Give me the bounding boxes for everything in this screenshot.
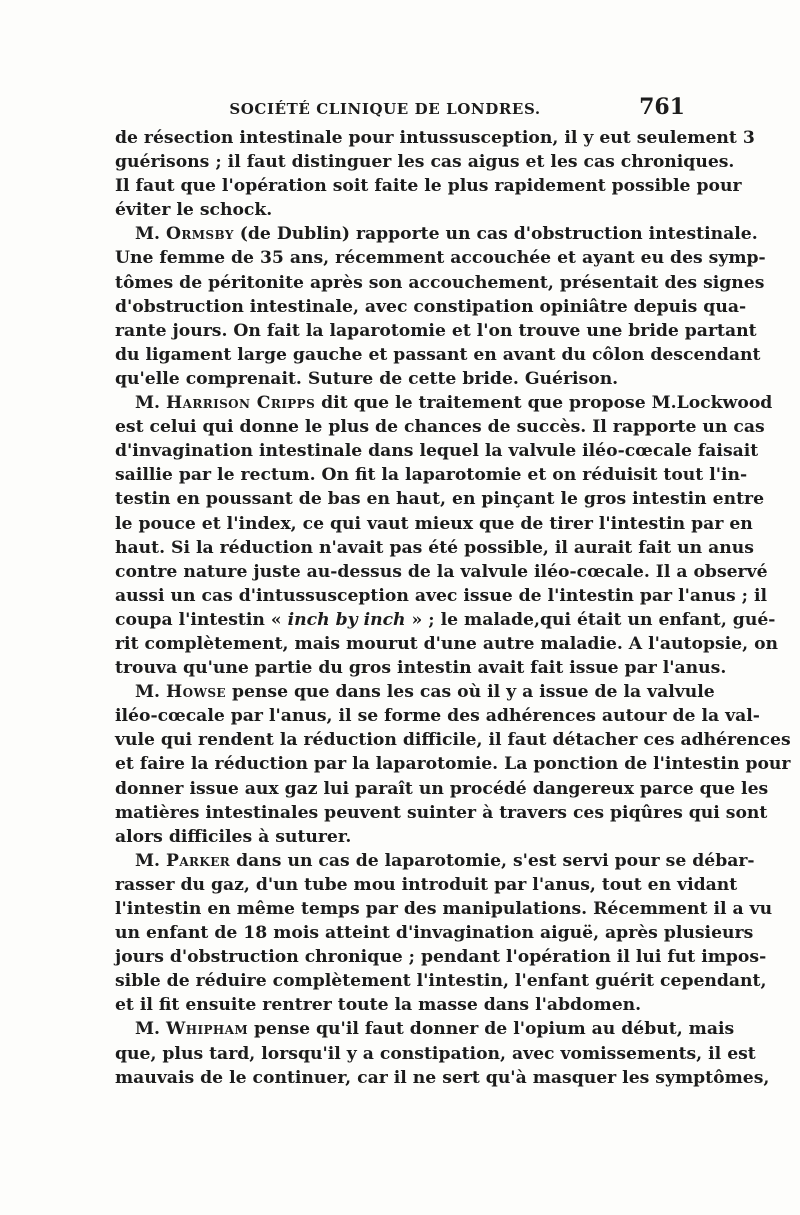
text-line: tômes de péritonite après son accouchement, présentait des signes bbox=[115, 272, 765, 293]
text-line: sible de réduire complètement l'intestin, l'enfant guérit cependant, bbox=[115, 971, 767, 992]
text-span: M. bbox=[135, 850, 166, 871]
text-line: rit complètement, mais mourut d'une autre maladie. A l'autopsie, on bbox=[115, 633, 779, 654]
text-line: qu'elle comprenait. Suture de cette bride. Guérison. bbox=[115, 368, 619, 389]
text-line: de résection intestinale pour intussusception, il y eut seulement 3 bbox=[115, 128, 755, 148]
text-line: aussi un cas d'intussusception avec issue de l'intestin par l'anus ; il bbox=[115, 585, 768, 606]
speaker-name: Parker bbox=[166, 850, 231, 871]
text-line: jours d'obstruction chronique ; pendant l'opération il lui fut impos- bbox=[115, 947, 767, 968]
text-span: dit que le traitement que propose M.Lockwood bbox=[315, 393, 773, 414]
text-line: vule qui rendent la réduction difficile, il faut détacher ces adhérences bbox=[115, 730, 791, 751]
text-line: d'obstruction intestinale, avec constipation opiniâtre depuis qua- bbox=[115, 296, 747, 317]
text-line: Il faut que l'opération soit faite le plus rapidement possible pour bbox=[115, 176, 742, 197]
text-span: (de Dublin) rapporte un cas d'obstruction intestinale. bbox=[233, 224, 758, 245]
paragraph-whipham bbox=[115, 1017, 735, 1041]
text-line: saillie par le rectum. On fit la laparotomie et on réduisit tout l'in- bbox=[115, 465, 748, 486]
text-line: Une femme de 35 ans, récemment accouchée et ayant eu des symp- bbox=[115, 248, 766, 269]
paragraph-howse bbox=[115, 680, 715, 704]
text-line: du ligament large gauche et passant en avant du côlon descendant bbox=[115, 344, 761, 365]
paragraph-parker bbox=[115, 849, 755, 873]
text-span: pense que dans les cas où il y a issue de la valvule bbox=[225, 682, 715, 703]
text-line: que, plus tard, lorsqu'il y a constipation, avec vomissements, il est bbox=[115, 1043, 756, 1064]
speaker-name: Ormsby bbox=[166, 224, 234, 245]
text-line: donner issue aux gaz lui paraît un procédé dangereux parce que les bbox=[115, 778, 769, 799]
text-span: M. bbox=[135, 393, 166, 414]
text-line bbox=[115, 608, 776, 632]
text-line: d'invagination intestinale dans lequel la valvule iléo-cœcale faisait bbox=[115, 441, 759, 462]
text-span: » ; le malade,qui était un enfant, gué- bbox=[405, 609, 776, 630]
text-line: le pouce et l'index, ce qui vaut mieux que de tirer l'intestin par en bbox=[115, 513, 753, 534]
text-span: M. bbox=[135, 224, 166, 245]
text-line: alors difficiles à suturer. bbox=[115, 826, 352, 847]
text-line: trouva qu'une partie du gros intestin avait fait issue par l'anus. bbox=[115, 658, 727, 679]
paragraph-cripps bbox=[115, 391, 773, 415]
text-line: un enfant de 18 mois atteint d'invagination aiguë, après plusieurs bbox=[115, 923, 754, 944]
text-line: iléo-cœcale par l'anus, il se forme des adhérences autour de la val- bbox=[115, 706, 760, 727]
text-line: haut. Si la réduction n'avait pas été possible, il aurait fait un anus bbox=[115, 537, 754, 558]
text-line: testin en poussant de bas en haut, en pinçant le gros intestin entre bbox=[115, 489, 765, 510]
text-span: M. bbox=[135, 1019, 166, 1040]
page-header bbox=[115, 94, 685, 128]
body-text bbox=[115, 126, 791, 1090]
text-line: matières intestinales peuvent suinter à travers ces piqûres qui sont bbox=[115, 802, 768, 823]
text-line: l'intestin en même temps par des manipulations. Récemment il a vu bbox=[115, 899, 773, 919]
text-span: dans un cas de laparotomie, s'est servi pour se débar- bbox=[230, 850, 755, 871]
text-line: mauvais de le continuer, car il ne sert qu'à masquer les symptômes, bbox=[115, 1067, 770, 1088]
text-line: rasser du gaz, d'un tube mou introduit par l'anus, tout en vidant bbox=[115, 874, 738, 895]
speaker-name: Harrison Cripps bbox=[166, 393, 316, 414]
text-line: est celui qui donne le plus de chances de succès. Il rapporte un cas bbox=[115, 417, 765, 438]
page-number: 761 bbox=[639, 94, 685, 120]
text-line: et faire la réduction par la laparotomie. La ponction de l'intestin pour bbox=[115, 754, 791, 775]
text-line: et il fit ensuite rentrer toute la masse dans l'abdomen. bbox=[115, 995, 642, 1016]
text-span: pense qu'il faut donner de l'opium au début, mais bbox=[248, 1019, 735, 1040]
speaker-name: Howse bbox=[166, 682, 226, 703]
italic-phrase: inch by inch bbox=[287, 609, 406, 630]
text-line: rante jours. On fait la laparotomie et l'on trouve une bride partant bbox=[115, 320, 757, 341]
text-line: contre nature juste au-dessus de la valvule iléo-cœcale. Il a observé bbox=[115, 561, 768, 582]
text-span: coupa l'intestin « bbox=[115, 609, 288, 630]
paragraph-ormsby bbox=[115, 222, 758, 246]
text-span: M. bbox=[135, 682, 166, 703]
speaker-name: Whipham bbox=[166, 1019, 249, 1040]
text-line: éviter le schock. bbox=[115, 200, 273, 221]
text-line: guérisons ; il faut distinguer les cas aigus et les cas chroniques. bbox=[115, 152, 735, 173]
running-title: SOCIÉTÉ CLINIQUE DE LONDRES. bbox=[229, 100, 541, 118]
